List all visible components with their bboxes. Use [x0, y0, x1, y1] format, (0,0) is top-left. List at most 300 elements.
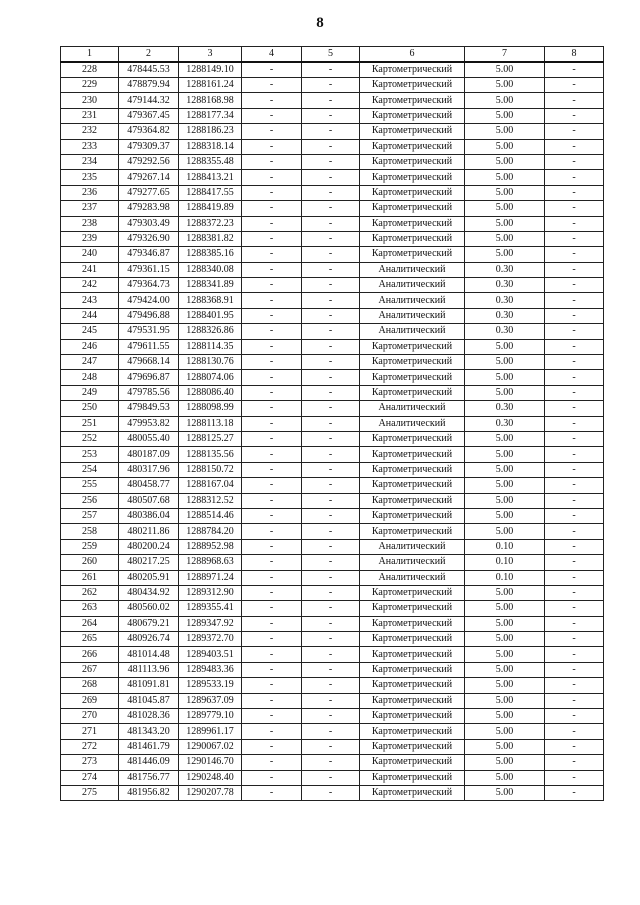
y-coordinate-cell: 1288372.23 [179, 216, 242, 231]
table-row [61, 78, 604, 93]
method-cell: Картометрический [360, 478, 465, 493]
col5-cell: - [302, 78, 360, 93]
col4-cell: - [242, 231, 302, 246]
point-number-cell: 240 [61, 247, 119, 262]
table-row [61, 632, 604, 647]
table-row [61, 185, 604, 200]
col4-cell: - [242, 724, 302, 739]
col8-cell: - [545, 662, 604, 677]
method-cell: Картометрический [360, 78, 465, 93]
method-cell: Аналитический [360, 416, 465, 431]
column-header: 8 [545, 47, 604, 63]
accuracy-cell: 5.00 [465, 370, 545, 385]
point-number-cell: 235 [61, 170, 119, 185]
y-coordinate-cell: 1288401.95 [179, 308, 242, 323]
col5-cell: - [302, 585, 360, 600]
y-coordinate-cell: 1289533.19 [179, 678, 242, 693]
y-coordinate-cell: 1288355.48 [179, 154, 242, 169]
table-body [61, 62, 604, 801]
point-number-cell: 228 [61, 62, 119, 78]
col5-cell: - [302, 570, 360, 585]
method-cell: Картометрический [360, 93, 465, 108]
point-number-cell: 268 [61, 678, 119, 693]
x-coordinate-cell: 480458.77 [119, 478, 179, 493]
accuracy-cell: 0.30 [465, 324, 545, 339]
col5-cell: - [302, 355, 360, 370]
point-number-cell: 274 [61, 770, 119, 785]
method-cell: Картометрический [360, 709, 465, 724]
col4-cell: - [242, 170, 302, 185]
x-coordinate-cell: 479267.14 [119, 170, 179, 185]
point-number-cell: 261 [61, 570, 119, 585]
col4-cell: - [242, 632, 302, 647]
col8-cell: - [545, 93, 604, 108]
col4-cell: - [242, 293, 302, 308]
method-cell: Картометрический [360, 339, 465, 354]
col5-cell: - [302, 755, 360, 770]
table-row [61, 724, 604, 739]
col4-cell: - [242, 62, 302, 78]
col4-cell: - [242, 478, 302, 493]
accuracy-cell: 5.00 [465, 709, 545, 724]
method-cell: Картометрический [360, 616, 465, 631]
point-number-cell: 272 [61, 739, 119, 754]
col8-cell: - [545, 678, 604, 693]
x-coordinate-cell: 480507.68 [119, 493, 179, 508]
col4-cell: - [242, 709, 302, 724]
col5-cell: - [302, 416, 360, 431]
y-coordinate-cell: 1288161.24 [179, 78, 242, 93]
col8-cell: - [545, 308, 604, 323]
table-header [61, 47, 604, 63]
x-coordinate-cell: 479531.95 [119, 324, 179, 339]
col4-cell: - [242, 570, 302, 585]
col8-cell: - [545, 616, 604, 631]
accuracy-cell: 5.00 [465, 616, 545, 631]
point-number-cell: 253 [61, 447, 119, 462]
col8-cell: - [545, 154, 604, 169]
y-coordinate-cell: 1288368.91 [179, 293, 242, 308]
col8-cell: - [545, 431, 604, 446]
accuracy-cell: 0.30 [465, 401, 545, 416]
accuracy-cell: 5.00 [465, 139, 545, 154]
col4-cell: - [242, 201, 302, 216]
table-row [61, 647, 604, 662]
method-cell: Аналитический [360, 262, 465, 277]
point-number-cell: 251 [61, 416, 119, 431]
y-coordinate-cell: 1288514.46 [179, 508, 242, 523]
accuracy-cell: 5.00 [465, 508, 545, 523]
table-row [61, 462, 604, 477]
accuracy-cell: 5.00 [465, 478, 545, 493]
method-cell: Картометрический [360, 678, 465, 693]
table-row [61, 431, 604, 446]
method-cell: Аналитический [360, 308, 465, 323]
y-coordinate-cell: 1288784.20 [179, 524, 242, 539]
col8-cell: - [545, 370, 604, 385]
point-number-cell: 262 [61, 585, 119, 600]
col4-cell: - [242, 247, 302, 262]
x-coordinate-cell: 481113.96 [119, 662, 179, 677]
x-coordinate-cell: 480679.21 [119, 616, 179, 631]
point-number-cell: 248 [61, 370, 119, 385]
method-cell: Картометрический [360, 201, 465, 216]
y-coordinate-cell: 1288326.86 [179, 324, 242, 339]
point-number-cell: 233 [61, 139, 119, 154]
table-row [61, 770, 604, 785]
col8-cell: - [545, 770, 604, 785]
accuracy-cell: 5.00 [465, 185, 545, 200]
col4-cell: - [242, 647, 302, 662]
col5-cell: - [302, 324, 360, 339]
point-number-cell: 258 [61, 524, 119, 539]
col4-cell: - [242, 601, 302, 616]
y-coordinate-cell: 1289312.90 [179, 585, 242, 600]
table-row [61, 709, 604, 724]
col8-cell: - [545, 755, 604, 770]
col8-cell: - [545, 262, 604, 277]
table-row [61, 416, 604, 431]
table-row [61, 93, 604, 108]
method-cell: Картометрический [360, 462, 465, 477]
point-number-cell: 239 [61, 231, 119, 246]
x-coordinate-cell: 481446.09 [119, 755, 179, 770]
y-coordinate-cell: 1289637.09 [179, 693, 242, 708]
y-coordinate-cell: 1289403.51 [179, 647, 242, 662]
table-row [61, 585, 604, 600]
method-cell: Картометрический [360, 170, 465, 185]
point-number-cell: 242 [61, 278, 119, 293]
x-coordinate-cell: 479309.37 [119, 139, 179, 154]
col8-cell: - [545, 78, 604, 93]
col5-cell: - [302, 201, 360, 216]
y-coordinate-cell: 1290067.02 [179, 739, 242, 754]
table-row [61, 662, 604, 677]
column-header: 6 [360, 47, 465, 63]
table-row [61, 785, 604, 800]
col5-cell: - [302, 601, 360, 616]
point-number-cell: 269 [61, 693, 119, 708]
method-cell: Аналитический [360, 293, 465, 308]
x-coordinate-cell: 481045.87 [119, 693, 179, 708]
method-cell: Картометрический [360, 370, 465, 385]
y-coordinate-cell: 1290146.70 [179, 755, 242, 770]
y-coordinate-cell: 1290207.78 [179, 785, 242, 800]
x-coordinate-cell: 478445.53 [119, 62, 179, 78]
y-coordinate-cell: 1290248.40 [179, 770, 242, 785]
accuracy-cell: 0.30 [465, 416, 545, 431]
col8-cell: - [545, 124, 604, 139]
accuracy-cell: 5.00 [465, 739, 545, 754]
col8-cell: - [545, 62, 604, 78]
col4-cell: - [242, 355, 302, 370]
point-number-cell: 264 [61, 616, 119, 631]
col8-cell: - [545, 709, 604, 724]
y-coordinate-cell: 1288340.08 [179, 262, 242, 277]
column-header: 4 [242, 47, 302, 63]
point-number-cell: 247 [61, 355, 119, 370]
point-number-cell: 229 [61, 78, 119, 93]
col8-cell: - [545, 647, 604, 662]
col4-cell: - [242, 216, 302, 231]
col8-cell: - [545, 201, 604, 216]
table-row [61, 678, 604, 693]
accuracy-cell: 5.00 [465, 770, 545, 785]
col5-cell: - [302, 124, 360, 139]
col5-cell: - [302, 632, 360, 647]
col5-cell: - [302, 262, 360, 277]
method-cell: Картометрический [360, 647, 465, 662]
header-row [61, 47, 604, 63]
col8-cell: - [545, 355, 604, 370]
table-row [61, 385, 604, 400]
col5-cell: - [302, 555, 360, 570]
accuracy-cell: 5.00 [465, 662, 545, 677]
x-coordinate-cell: 481461.79 [119, 739, 179, 754]
accuracy-cell: 5.00 [465, 755, 545, 770]
y-coordinate-cell: 1288168.98 [179, 93, 242, 108]
accuracy-cell: 5.00 [465, 201, 545, 216]
table-row [61, 524, 604, 539]
method-cell: Картометрический [360, 585, 465, 600]
x-coordinate-cell: 480926.74 [119, 632, 179, 647]
col4-cell: - [242, 739, 302, 754]
table-row [61, 278, 604, 293]
table-row [61, 231, 604, 246]
x-coordinate-cell: 481956.82 [119, 785, 179, 800]
col8-cell: - [545, 632, 604, 647]
y-coordinate-cell: 1288149.10 [179, 62, 242, 78]
col4-cell: - [242, 185, 302, 200]
point-number-cell: 270 [61, 709, 119, 724]
col8-cell: - [545, 524, 604, 539]
method-cell: Аналитический [360, 555, 465, 570]
x-coordinate-cell: 479785.56 [119, 385, 179, 400]
method-cell: Картометрический [360, 508, 465, 523]
col4-cell: - [242, 524, 302, 539]
col8-cell: - [545, 555, 604, 570]
point-number-cell: 254 [61, 462, 119, 477]
x-coordinate-cell: 480200.24 [119, 539, 179, 554]
col5-cell: - [302, 739, 360, 754]
accuracy-cell: 0.10 [465, 555, 545, 570]
col8-cell: - [545, 247, 604, 262]
col4-cell: - [242, 616, 302, 631]
x-coordinate-cell: 480055.40 [119, 431, 179, 446]
accuracy-cell: 0.30 [465, 308, 545, 323]
col5-cell: - [302, 308, 360, 323]
col4-cell: - [242, 262, 302, 277]
accuracy-cell: 5.00 [465, 216, 545, 231]
col5-cell: - [302, 616, 360, 631]
y-coordinate-cell: 1289779.10 [179, 709, 242, 724]
x-coordinate-cell: 479303.49 [119, 216, 179, 231]
accuracy-cell: 5.00 [465, 632, 545, 647]
accuracy-cell: 5.00 [465, 524, 545, 539]
col5-cell: - [302, 231, 360, 246]
x-coordinate-cell: 479364.73 [119, 278, 179, 293]
col4-cell: - [242, 93, 302, 108]
x-coordinate-cell: 479953.82 [119, 416, 179, 431]
method-cell: Аналитический [360, 278, 465, 293]
col5-cell: - [302, 785, 360, 800]
column-header: 1 [61, 47, 119, 63]
method-cell: Картометрический [360, 493, 465, 508]
column-header: 7 [465, 47, 545, 63]
point-number-cell: 266 [61, 647, 119, 662]
method-cell: Картометрический [360, 724, 465, 739]
col8-cell: - [545, 570, 604, 585]
table-row [61, 154, 604, 169]
column-header: 5 [302, 47, 360, 63]
y-coordinate-cell: 1288125.27 [179, 431, 242, 446]
point-number-cell: 232 [61, 124, 119, 139]
col8-cell: - [545, 385, 604, 400]
col8-cell: - [545, 108, 604, 123]
table-row [61, 693, 604, 708]
column-header: 2 [119, 47, 179, 63]
x-coordinate-cell: 479326.90 [119, 231, 179, 246]
x-coordinate-cell: 480317.96 [119, 462, 179, 477]
point-number-cell: 236 [61, 185, 119, 200]
col8-cell: - [545, 785, 604, 800]
table-row [61, 355, 604, 370]
col4-cell: - [242, 462, 302, 477]
col5-cell: - [302, 770, 360, 785]
x-coordinate-cell: 479144.32 [119, 93, 179, 108]
y-coordinate-cell: 1288167.04 [179, 478, 242, 493]
y-coordinate-cell: 1288971.24 [179, 570, 242, 585]
x-coordinate-cell: 479367.45 [119, 108, 179, 123]
method-cell: Картометрический [360, 693, 465, 708]
col4-cell: - [242, 539, 302, 554]
col5-cell: - [302, 139, 360, 154]
table-row [61, 201, 604, 216]
y-coordinate-cell: 1288150.72 [179, 462, 242, 477]
col4-cell: - [242, 278, 302, 293]
accuracy-cell: 0.30 [465, 262, 545, 277]
col4-cell: - [242, 108, 302, 123]
col5-cell: - [302, 370, 360, 385]
table-row [61, 293, 604, 308]
x-coordinate-cell: 481014.48 [119, 647, 179, 662]
y-coordinate-cell: 1288381.82 [179, 231, 242, 246]
accuracy-cell: 5.00 [465, 724, 545, 739]
point-number-cell: 265 [61, 632, 119, 647]
point-number-cell: 249 [61, 385, 119, 400]
col5-cell: - [302, 401, 360, 416]
table-row [61, 755, 604, 770]
point-number-cell: 275 [61, 785, 119, 800]
accuracy-cell: 5.00 [465, 339, 545, 354]
accuracy-cell: 5.00 [465, 493, 545, 508]
x-coordinate-cell: 479346.87 [119, 247, 179, 262]
y-coordinate-cell: 1289372.70 [179, 632, 242, 647]
y-coordinate-cell: 1288130.76 [179, 355, 242, 370]
col4-cell: - [242, 124, 302, 139]
table-row [61, 739, 604, 754]
col4-cell: - [242, 154, 302, 169]
col5-cell: - [302, 709, 360, 724]
method-cell: Аналитический [360, 401, 465, 416]
table-row [61, 539, 604, 554]
accuracy-cell: 0.30 [465, 278, 545, 293]
col5-cell: - [302, 539, 360, 554]
col5-cell: - [302, 216, 360, 231]
col4-cell: - [242, 770, 302, 785]
x-coordinate-cell: 480386.04 [119, 508, 179, 523]
y-coordinate-cell: 1288417.55 [179, 185, 242, 200]
col4-cell: - [242, 385, 302, 400]
col5-cell: - [302, 154, 360, 169]
col5-cell: - [302, 693, 360, 708]
col4-cell: - [242, 308, 302, 323]
col4-cell: - [242, 339, 302, 354]
table-row [61, 508, 604, 523]
accuracy-cell: 5.00 [465, 108, 545, 123]
accuracy-cell: 5.00 [465, 154, 545, 169]
col8-cell: - [545, 447, 604, 462]
point-number-cell: 237 [61, 201, 119, 216]
accuracy-cell: 5.00 [465, 170, 545, 185]
y-coordinate-cell: 1288074.06 [179, 370, 242, 385]
col8-cell: - [545, 216, 604, 231]
col8-cell: - [545, 508, 604, 523]
accuracy-cell: 5.00 [465, 231, 545, 246]
col8-cell: - [545, 462, 604, 477]
table-row [61, 601, 604, 616]
x-coordinate-cell: 479364.82 [119, 124, 179, 139]
y-coordinate-cell: 1288968.63 [179, 555, 242, 570]
y-coordinate-cell: 1288318.14 [179, 139, 242, 154]
col8-cell: - [545, 478, 604, 493]
x-coordinate-cell: 481091.81 [119, 678, 179, 693]
method-cell: Картометрический [360, 231, 465, 246]
point-number-cell: 252 [61, 431, 119, 446]
col4-cell: - [242, 508, 302, 523]
accuracy-cell: 5.00 [465, 247, 545, 262]
point-number-cell: 241 [61, 262, 119, 277]
accuracy-cell: 5.00 [465, 78, 545, 93]
point-number-cell: 234 [61, 154, 119, 169]
x-coordinate-cell: 481756.77 [119, 770, 179, 785]
col5-cell: - [302, 339, 360, 354]
point-number-cell: 267 [61, 662, 119, 677]
y-coordinate-cell: 1288413.21 [179, 170, 242, 185]
col8-cell: - [545, 185, 604, 200]
table-row [61, 370, 604, 385]
method-cell: Картометрический [360, 431, 465, 446]
method-cell: Картометрический [360, 632, 465, 647]
y-coordinate-cell: 1288186.23 [179, 124, 242, 139]
col8-cell: - [545, 139, 604, 154]
col4-cell: - [242, 785, 302, 800]
col4-cell: - [242, 755, 302, 770]
y-coordinate-cell: 1288312.52 [179, 493, 242, 508]
point-number-cell: 244 [61, 308, 119, 323]
accuracy-cell: 5.00 [465, 601, 545, 616]
x-coordinate-cell: 481343.20 [119, 724, 179, 739]
col5-cell: - [302, 385, 360, 400]
accuracy-cell: 5.00 [465, 431, 545, 446]
point-number-cell: 271 [61, 724, 119, 739]
x-coordinate-cell: 480217.25 [119, 555, 179, 570]
col8-cell: - [545, 293, 604, 308]
col8-cell: - [545, 339, 604, 354]
x-coordinate-cell: 479292.56 [119, 154, 179, 169]
col5-cell: - [302, 247, 360, 262]
x-coordinate-cell: 480434.92 [119, 585, 179, 600]
